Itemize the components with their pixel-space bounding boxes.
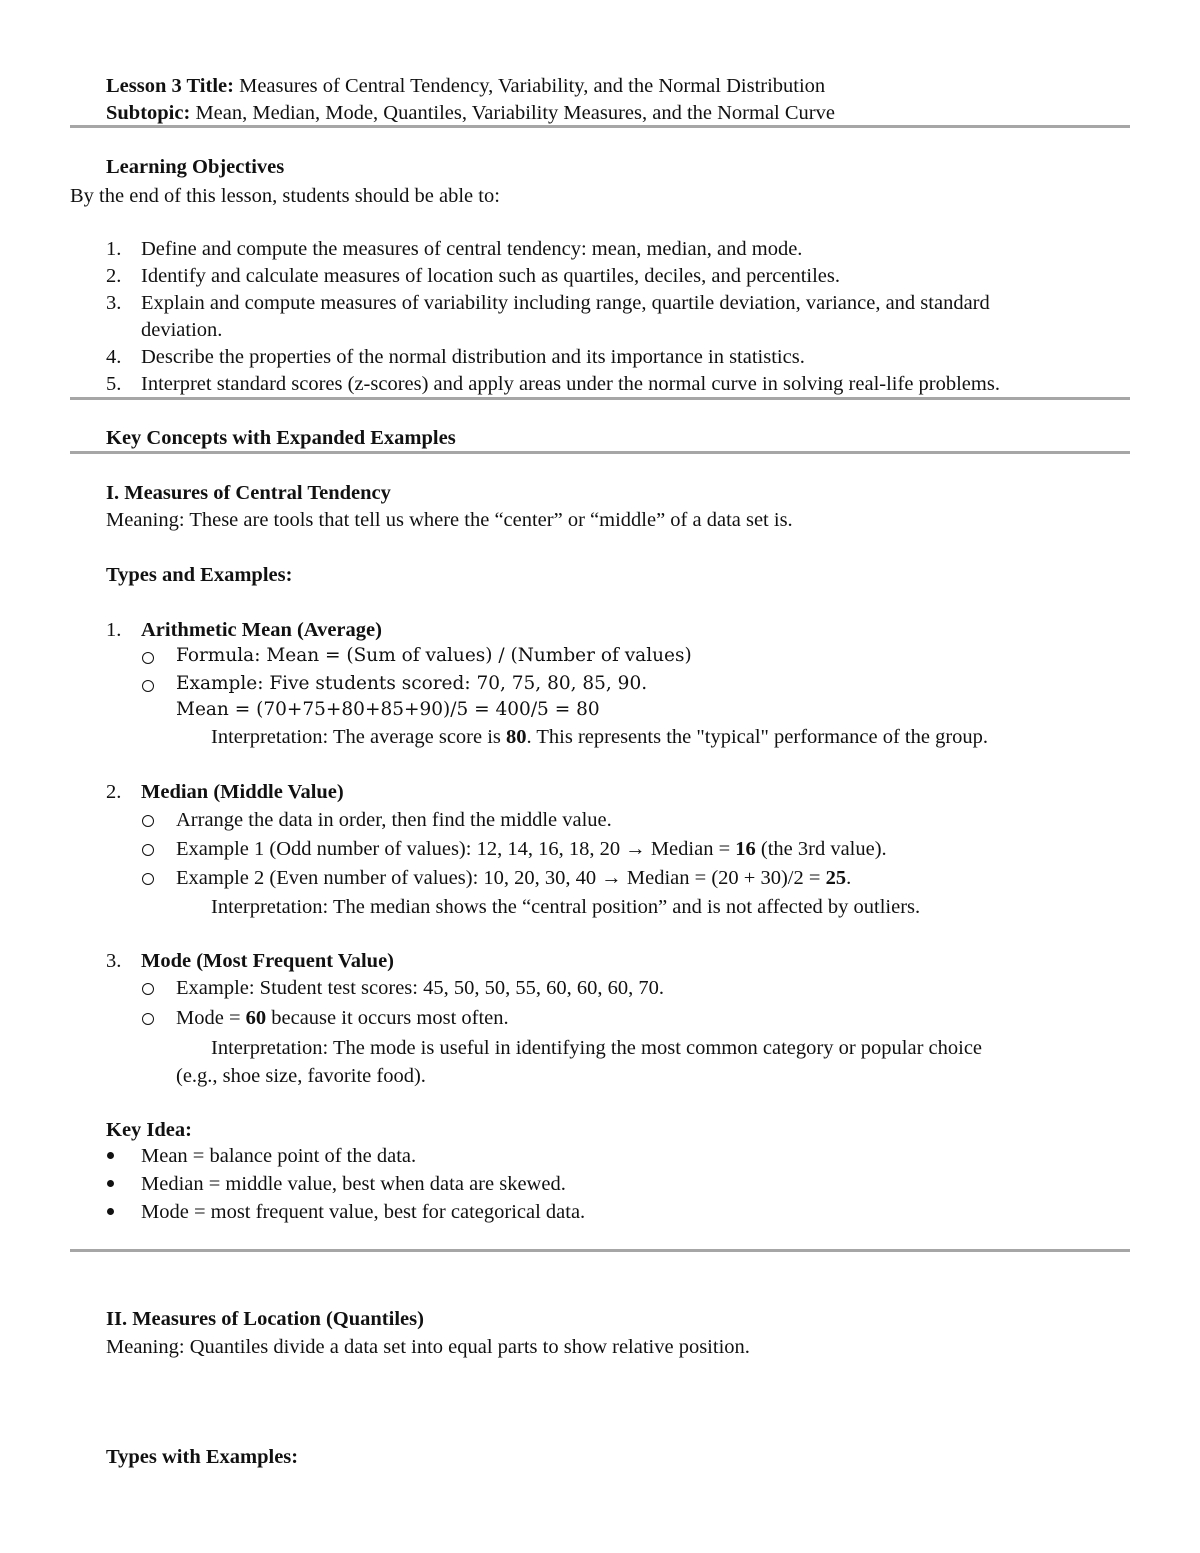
types-with-examples-heading: Types with Examples: bbox=[106, 1446, 299, 1468]
circle-bullet-icon bbox=[142, 1013, 154, 1025]
circle-bullet-icon bbox=[142, 983, 154, 995]
median-bullet: Arrange the data in order, then find the middle value. bbox=[176, 809, 612, 831]
bullet-icon bbox=[107, 1208, 114, 1215]
example-text: . bbox=[846, 867, 852, 889]
mean-interpretation bbox=[211, 727, 988, 748]
example-bold: 25 bbox=[825, 867, 847, 889]
list-item-number: 3. bbox=[106, 292, 122, 314]
median-interpretation: Interpretation: The median shows the “central position” and is not affected by outliers. bbox=[211, 896, 921, 918]
example-text: (the 3rd value). bbox=[755, 838, 887, 860]
divider bbox=[70, 125, 1130, 128]
lesson-title-text: Measures of Central Tendency, Variability, and the Normal Distribution bbox=[239, 75, 826, 97]
list-item-number: 2. bbox=[106, 781, 122, 803]
interp-text: Interpretation: The average score is bbox=[211, 726, 507, 748]
mode-interpretation: Interpretation: The mode is useful in identifying the most common category or popular choice bbox=[211, 1037, 983, 1059]
mode-bold: 60 bbox=[245, 1007, 267, 1029]
objectives-intro: By the end of this lesson, students should be able to: bbox=[70, 185, 500, 207]
list-item-number: 1. bbox=[106, 619, 122, 641]
key-idea-item: Median = middle value, best when data are skewed. bbox=[141, 1173, 566, 1195]
circle-bullet-icon bbox=[142, 873, 154, 885]
subtopic-label: Subtopic: bbox=[106, 102, 191, 124]
circle-bullet-icon bbox=[142, 652, 154, 664]
median-title: Median (Middle Value) bbox=[141, 781, 344, 803]
key-concepts-heading: Key Concepts with Expanded Examples bbox=[106, 427, 456, 449]
example-text: Example 2 (Even number of values): 10, 20, 30, 40 → Median = (20 + 30)/2 = bbox=[176, 867, 826, 889]
key-idea-item: Mean = balance point of the data. bbox=[141, 1145, 417, 1167]
list-item-number: 3. bbox=[106, 950, 122, 972]
mean-title: Arithmetic Mean (Average) bbox=[141, 619, 382, 641]
circle-bullet-icon bbox=[142, 844, 154, 856]
bullet-icon bbox=[107, 1152, 114, 1159]
example-bold: 16 bbox=[735, 838, 756, 860]
mode-text: Mode = bbox=[176, 1007, 246, 1029]
circle-bullet-icon bbox=[142, 680, 154, 692]
mean-calculation: Mean = (70+75+80+85+90)/5 = 400/5 = 80 bbox=[176, 699, 600, 720]
mode-example: Example: Student test scores: 45, 50, 50, 55, 60, 60, 60, 70. bbox=[176, 977, 664, 999]
list-item-number: 2. bbox=[106, 265, 122, 287]
lesson-subtopic bbox=[106, 103, 835, 124]
bullet-icon bbox=[107, 1180, 114, 1187]
mode-interpretation-cont: (e.g., shoe size, favorite food). bbox=[176, 1065, 426, 1087]
section-2-meaning: Meaning: Quantiles divide a data set into equal parts to show relative position. bbox=[106, 1336, 750, 1358]
divider bbox=[70, 397, 1130, 400]
mode-text: because it occurs most often. bbox=[266, 1007, 509, 1029]
list-item-number: 4. bbox=[106, 346, 122, 368]
list-item: Interpret standard scores (z-scores) and apply areas under the normal curve in solving real-life problems. bbox=[141, 373, 1000, 395]
interp-bold: 80 bbox=[506, 726, 527, 748]
list-item: Define and compute the measures of central tendency: mean, median, and mode. bbox=[141, 238, 803, 260]
divider bbox=[70, 451, 1130, 454]
list-item-number: 1. bbox=[106, 238, 122, 260]
list-item: Identify and calculate measures of location such as quartiles, deciles, and percentiles. bbox=[141, 265, 841, 287]
mode-title: Mode (Most Frequent Value) bbox=[141, 950, 395, 972]
median-example-2 bbox=[176, 868, 851, 889]
interp-text: . This represents the "typical" performance of the group. bbox=[526, 726, 989, 748]
median-example-1 bbox=[176, 839, 887, 860]
types-heading: Types and Examples: bbox=[106, 564, 293, 586]
lesson-title-label: Lesson 3 Title: bbox=[106, 75, 234, 97]
divider bbox=[70, 1249, 1130, 1252]
subtopic-text: Mean, Median, Mode, Quantiles, Variability Measures, and the Normal Curve bbox=[195, 102, 835, 124]
section-2-heading: II. Measures of Location (Quantiles) bbox=[106, 1308, 424, 1330]
example-text: Example 1 (Odd number of values): 12, 14, 16, 18, 20 → Median = bbox=[176, 838, 736, 860]
objectives-heading: Learning Objectives bbox=[106, 156, 285, 178]
list-item: Describe the properties of the normal distribution and its importance in statistics. bbox=[141, 346, 805, 368]
mean-formula: Formula: Mean = (Sum of values) / (Number of values) bbox=[176, 645, 692, 666]
section-1-heading: I. Measures of Central Tendency bbox=[106, 482, 391, 504]
key-idea-heading: Key Idea: bbox=[106, 1119, 192, 1141]
list-item-number: 5. bbox=[106, 373, 122, 395]
mode-value bbox=[176, 1008, 509, 1029]
circle-bullet-icon bbox=[142, 815, 154, 827]
list-item: Explain and compute measures of variability including range, quartile deviation, variance, and standard bbox=[141, 292, 990, 314]
section-1-meaning: Meaning: These are tools that tell us where the “center” or “middle” of a data set is. bbox=[106, 509, 793, 531]
list-item-continuation: deviation. bbox=[141, 319, 223, 341]
lesson-title bbox=[106, 76, 825, 97]
mean-example: Example: Five students scored: 70, 75, 80, 85, 90. bbox=[176, 673, 648, 694]
key-idea-item: Mode = most frequent value, best for categorical data. bbox=[141, 1201, 586, 1223]
